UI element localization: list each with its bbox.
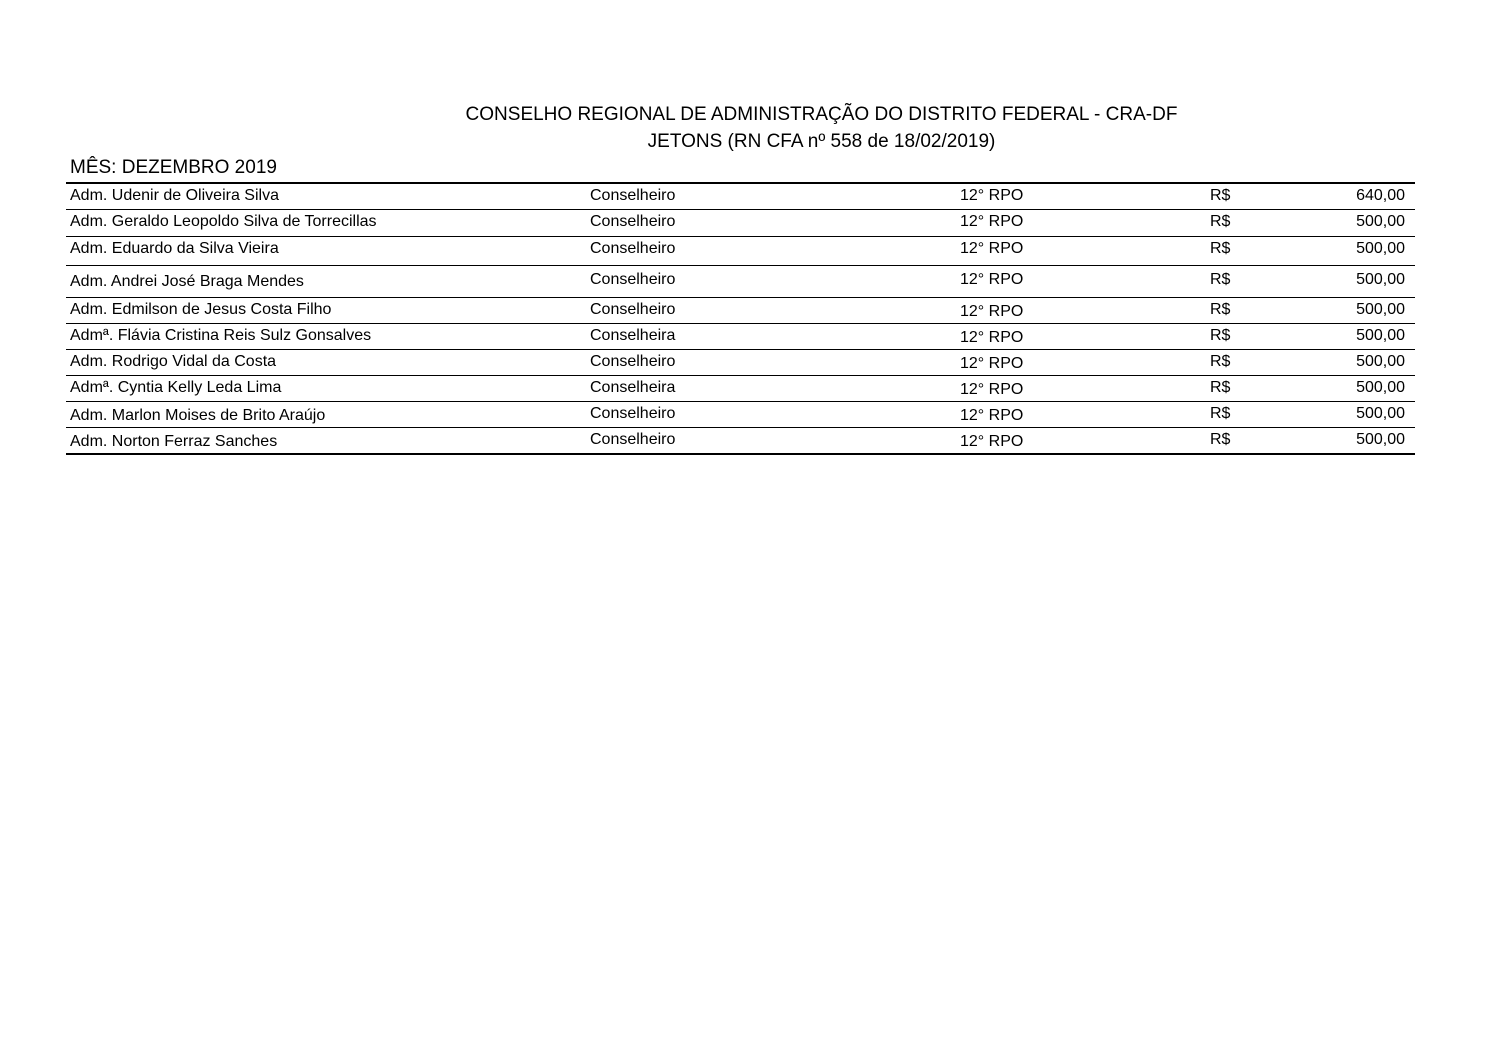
member-name: Adm. Andrei José Braga Mendes	[70, 273, 304, 290]
table-row	[66, 376, 1415, 402]
member-rpo: 12° RPO	[960, 271, 1024, 288]
member-rpo: 12° RPO	[960, 213, 1024, 230]
member-rpo: 12° RPO	[960, 329, 1024, 346]
table-bottom-rule	[66, 453, 1415, 455]
member-name: Admª. Flávia Cristina Reis Sulz Gonsalves	[70, 327, 372, 344]
member-rpo: 12° RPO	[960, 355, 1024, 372]
member-name: Adm. Geraldo Leopoldo Silva de Torrecillas	[70, 213, 377, 230]
member-name: Adm. Udenir de Oliveira Silva	[70, 187, 279, 204]
table-row	[66, 237, 1415, 266]
member-name: Adm. Eduardo da Silva Vieira	[70, 240, 279, 257]
payment-value: 500,00	[1356, 327, 1405, 344]
currency-symbol: R$	[1210, 213, 1231, 230]
payment-value: 500,00	[1356, 301, 1405, 318]
table-row	[66, 428, 1415, 455]
currency-symbol: R$	[1210, 327, 1231, 344]
table-row	[66, 350, 1415, 376]
currency-symbol: R$	[1210, 240, 1231, 257]
currency-symbol: R$	[1210, 187, 1231, 204]
member-name: Adm. Edmilson de Jesus Costa Filho	[70, 301, 332, 318]
payment-value: 500,00	[1356, 353, 1405, 370]
table-row	[66, 298, 1415, 324]
member-role: Conselheira	[590, 327, 676, 344]
month-label: MÊS: DEZEMBRO 2019	[70, 157, 277, 178]
currency-symbol: R$	[1210, 353, 1231, 370]
member-role: Conselheiro	[590, 271, 676, 288]
member-role: Conselheiro	[590, 301, 676, 318]
member-role: Conselheiro	[590, 213, 676, 230]
member-name: Admª. Cyntia Kelly Leda Lima	[70, 379, 282, 396]
member-name: Adm. Norton Ferraz Sanches	[70, 433, 278, 450]
member-rpo: 12° RPO	[960, 303, 1024, 320]
member-role: Conselheiro	[590, 187, 676, 204]
member-rpo: 12° RPO	[960, 407, 1024, 424]
payment-value: 500,00	[1356, 240, 1405, 257]
member-role: Conselheiro	[590, 405, 676, 422]
currency-symbol: R$	[1210, 405, 1231, 422]
payment-value: 500,00	[1356, 271, 1405, 288]
table-row	[66, 402, 1415, 428]
currency-symbol: R$	[1210, 431, 1231, 448]
member-rpo: 12° RPO	[960, 381, 1024, 398]
payment-value: 640,00	[1356, 187, 1405, 204]
member-name: Adm. Rodrigo Vidal da Costa	[70, 353, 277, 370]
table-row	[66, 210, 1415, 237]
member-role: Conselheiro	[590, 353, 676, 370]
table-row	[66, 184, 1415, 210]
member-role: Conselheira	[590, 379, 676, 396]
member-name: Adm. Marlon Moises de Brito Araújo	[70, 407, 326, 424]
payment-value: 500,00	[1356, 405, 1405, 422]
currency-symbol: R$	[1210, 379, 1231, 396]
payment-value: 500,00	[1356, 431, 1405, 448]
table-row	[66, 324, 1415, 350]
member-rpo: 12° RPO	[960, 240, 1024, 257]
currency-symbol: R$	[1210, 271, 1231, 288]
member-role: Conselheiro	[590, 240, 676, 257]
member-role: Conselheiro	[590, 431, 676, 448]
table-row	[66, 266, 1415, 298]
document-subtitle: JETONS (RN CFA nº 558 de 18/02/2019)	[647, 131, 996, 152]
currency-symbol: R$	[1210, 301, 1231, 318]
member-rpo: 12° RPO	[960, 433, 1024, 450]
member-rpo: 12° RPO	[960, 187, 1024, 204]
payment-value: 500,00	[1356, 379, 1405, 396]
document-title: CONSELHO REGIONAL DE ADMINISTRAÇÃO DO DISTRITO FEDERAL - CRA-DF	[465, 104, 1178, 125]
payment-value: 500,00	[1356, 213, 1405, 230]
